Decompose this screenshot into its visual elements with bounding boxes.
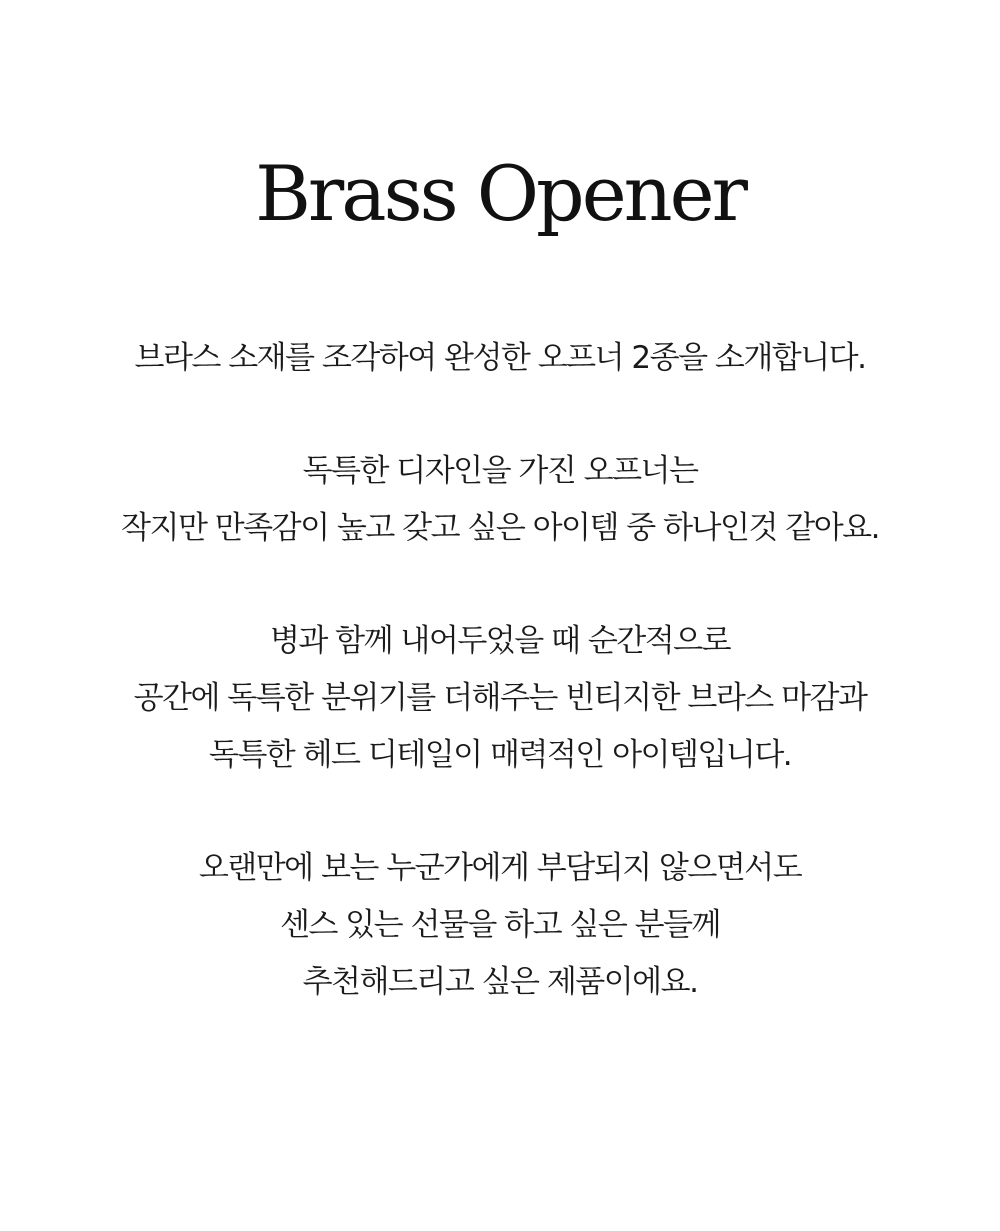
text-line: 병과 함께 내어두었을 때 순간적으로 (269, 623, 731, 659)
text-line: 작지만 만족감이 높고 갖고 싶은 아이템 중 하나인것 같아요. (121, 510, 879, 546)
description-body (0, 330, 1000, 1067)
text-line: 공간에 독특한 분위기를 더해주는 빈티지한 브라스 마감과 (133, 680, 867, 716)
product-title: Brass Opener (255, 149, 745, 238)
paragraph-gift (0, 840, 1000, 1011)
paragraph-design (0, 443, 1000, 557)
paragraph-finish (0, 613, 1000, 784)
text-line: 추천해드리고 싶은 제품이에요. (302, 964, 698, 1000)
text-line: 독특한 디자인을 가진 오프너는 (302, 453, 698, 489)
text-line: 오랜만에 보는 누군가에게 부담되지 않으면서도 (198, 850, 802, 886)
text-line: 독특한 헤드 디테일이 매력적인 아이템입니다. (208, 737, 792, 773)
paragraph-intro (0, 330, 1000, 387)
text-line: 브라스 소재를 조각하여 완성한 오프너 2종을 소개합니다. (134, 340, 866, 376)
text-line: 센스 있는 선물을 하고 싶은 분들께 (279, 907, 720, 943)
